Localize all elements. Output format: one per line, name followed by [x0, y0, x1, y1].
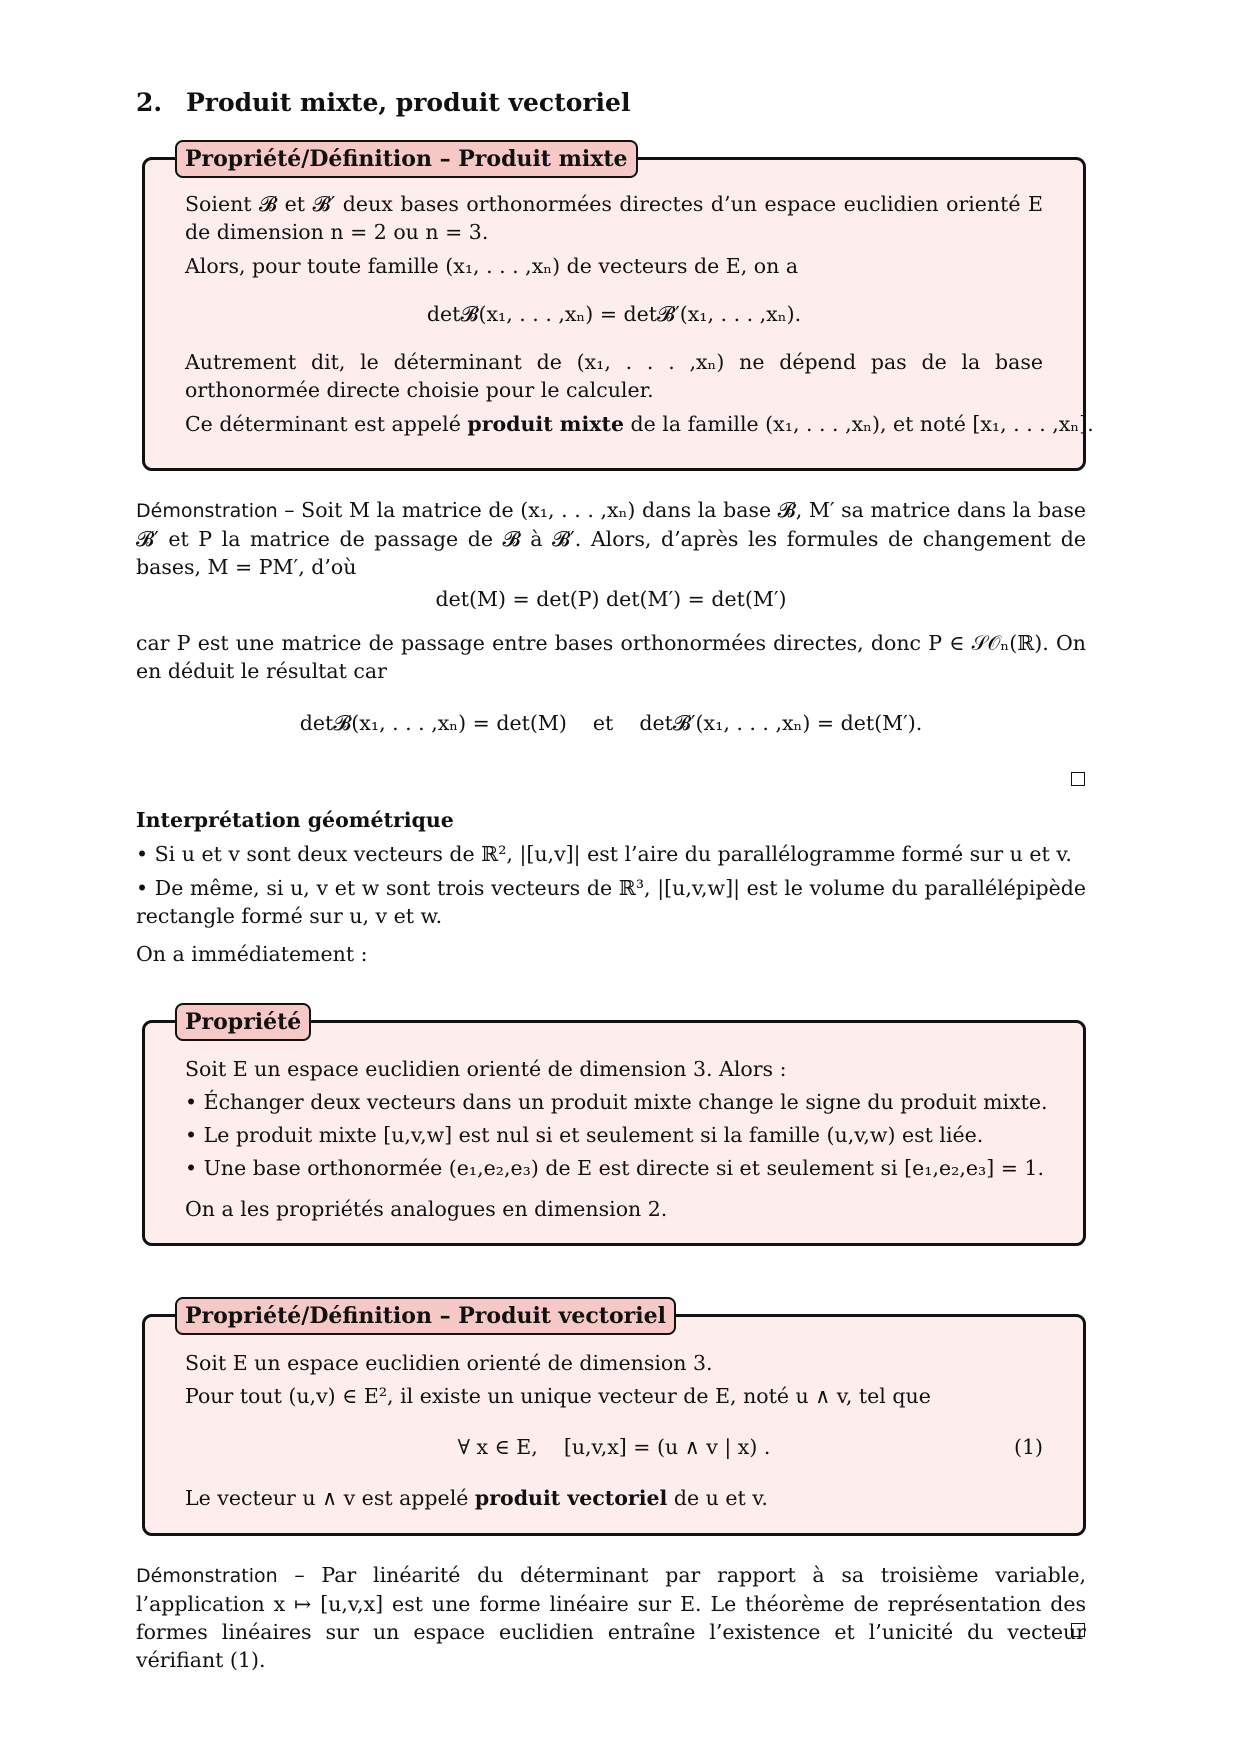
section-number: 2. [136, 88, 163, 117]
section-title: Produit mixte, produit vectoriel [186, 88, 631, 117]
paragraph: Soient 𝓑 et 𝓑′ deux bases orthonormées directes d’un espace euclidien orienté E de dimension n = 2 ou n = 3. [185, 192, 1043, 244]
paragraph: Autrement dit, le déterminant de (x₁, . . . ,xₙ) ne dépend pas de la base orthonormée directe choisie pour le calculer. [185, 350, 1043, 402]
section-heading [136, 88, 630, 117]
demo-paragraph [136, 496, 1086, 581]
paragraph: Pour tout (u,v) ∈ E², il existe un unique vecteur de E, noté u ∧ v, tel que [185, 1384, 931, 1408]
paragraph: Soit E un espace euclidien orienté de dimension 3. Alors : [185, 1057, 787, 1081]
bullet: • Une base orthonormée (e₁,e₂,e₃) de E est directe si et seulement si [e₁,e₂,e₃] = 1. [185, 1156, 1044, 1180]
bold-term: produit mixte [467, 412, 625, 436]
qed-symbol [1071, 1623, 1085, 1637]
demo-label: Démonstration [136, 500, 278, 522]
demonstration-2 [136, 1561, 1086, 1674]
demo-paragraph: car P est une matrice de passage entre bases orthonormées directes, donc P ∈ 𝒮𝒪ₙ(ℝ). On en déduit le résultat car [136, 631, 1086, 683]
property-box [142, 1009, 1086, 1246]
equation: det𝓑(x₁, . . . ,xₙ) = det(M) et det𝓑′(x₁, . . . ,xₙ) = det(M′). [299, 711, 923, 735]
text: de la famille (x₁, . . . ,xₙ), et noté [x₁, . . . ,xₙ]. [624, 412, 1094, 436]
demonstration-1 [136, 496, 1086, 737]
qed-symbol [1071, 772, 1085, 786]
text: Ce déterminant est appelé [185, 412, 468, 436]
box-tag: Propriété/Définition – Produit mixte [175, 140, 638, 178]
paragraph: On a immédiatement : [136, 942, 368, 966]
text: Le vecteur u ∧ v est appelé [185, 1486, 475, 1510]
bullet: • Si u et v sont deux vecteurs de ℝ², |[u,v]| est l’aire du parallélogramme formé sur u et v. [136, 842, 1072, 866]
equation: det(M) = det(P) det(M′) = det(M′) [435, 587, 787, 611]
demo-text: – Soit M la matrice de (x₁, . . . ,xₙ) dans la base 𝓑, M′ sa matrice dans la base 𝓑′ et P la matrice de passage de 𝓑 à 𝓑′. Alors, d’après les formules de changement de bases, M = PM′, d’où [136, 498, 1086, 579]
definition-box-produit-mixte [142, 146, 1094, 471]
equation: det𝓑(x₁, . . . ,xₙ) = det𝓑′(x₁, . . . ,xₙ). [426, 302, 802, 326]
bullet: • Le produit mixte [u,v,w] est nul si et seulement si la famille (u,v,w) est liée. [185, 1123, 984, 1147]
equation-row [185, 1431, 1043, 1464]
paragraph: Alors, pour toute famille (x₁, . . . ,xₙ) de vecteurs de E, on a [185, 254, 799, 278]
box-tag: Propriété/Définition – Produit vectoriel [175, 1297, 676, 1335]
box-tag: Propriété [175, 1003, 311, 1041]
paragraph [185, 1482, 1043, 1515]
text: de u et v. [667, 1486, 768, 1510]
paragraph: Soit E un espace euclidien orienté de dimension 3. [185, 1351, 713, 1375]
interpretation [136, 806, 1086, 968]
bullet: • Échanger deux vecteurs dans un produit mixte change le signe du produit mixte. [185, 1090, 1048, 1114]
demo-label: Démonstration [136, 1565, 278, 1587]
demo-text: – Par linéarité du déterminant par rapport à sa troisième variable, l’application x ↦ [u,v,x] est une forme linéaire sur E. Le théorème de représentation des formes linéaires sur un espace euclidien entraîne l’existence et l’unicité du vecteur vérifiant (1). [136, 1563, 1086, 1672]
equation: ∀ x ∈ E, [u,v,x] = (u ∧ v | x) . [457, 1435, 771, 1459]
bold-term: produit vectoriel [474, 1486, 668, 1510]
paragraph: On a les propriétés analogues en dimension 2. [185, 1197, 668, 1221]
interpretation-title: Interprétation géométrique [136, 808, 454, 832]
equation-number: (1) [1013, 1435, 1043, 1459]
bullet: • De même, si u, v et w sont trois vecteurs de ℝ³, |[u,v,w]| est le volume du parallélépipède rectangle formé sur u, v et w. [136, 876, 1086, 928]
demo-paragraph [136, 1561, 1086, 1674]
paragraph [185, 410, 1094, 438]
definition-box-produit-vectoriel [142, 1303, 1086, 1536]
